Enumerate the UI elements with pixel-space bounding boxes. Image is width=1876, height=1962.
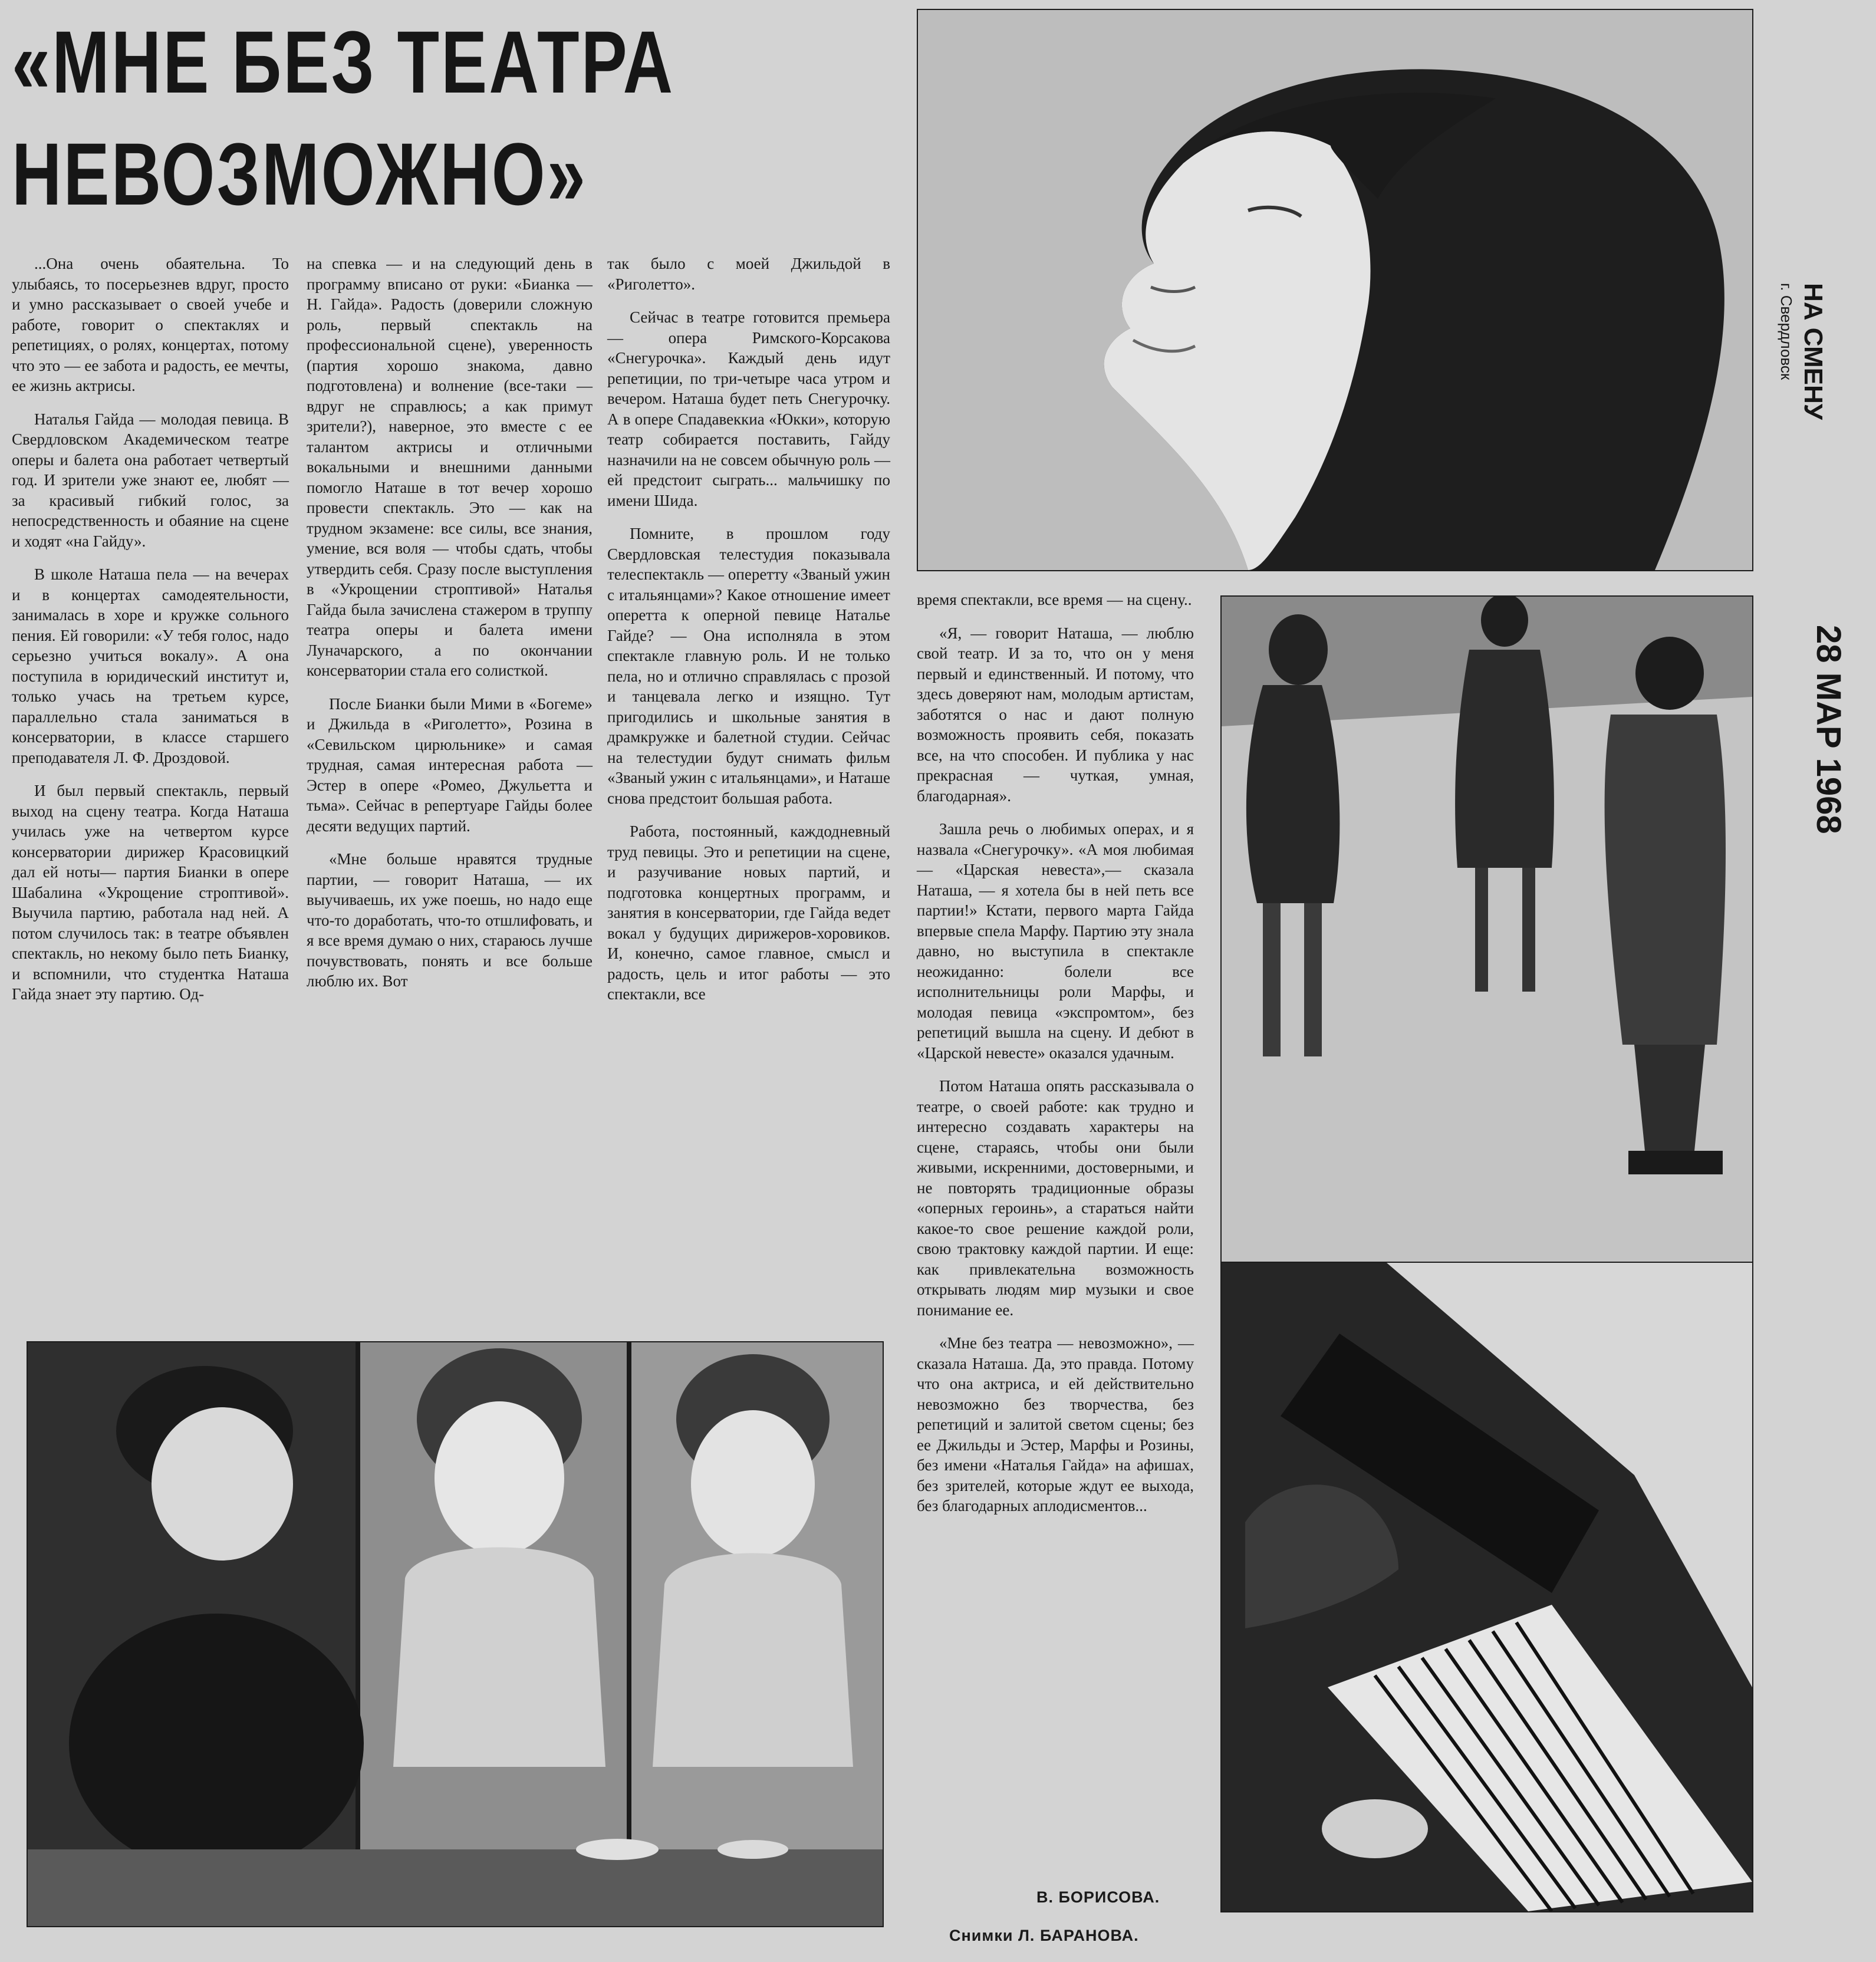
paragraph: И был первый спектакль, первый выход на сцену театра. Когда Наташа училась уже на четвертом курсе консерватории дирижер Красовицкий дал ей ноты— партия Бианки в опере Шабалина «Укрощение строптивой». Выучила партию, работала над ней. А потом случилось так: в театре объявлен спектакль, но некому было петь Бианку, и вспомнили, что студентка Наташа Гайда знает эту партию. Од- [12, 782, 289, 1003]
paragraph: Сейчас в театре готовится премьера — опера Римского-Корсакова «Снегурочка». Каждый день идут репетиции, по три-четыре часа утром и вечером. Наташа будет петь Снегурочку. А в опере Спадавеккиа «Юкки», которую театр собирается поставить, Гайду назначили на не совсем обычную роль — ей предстоит сыграть... мальчишку по имени Шида. [607, 308, 890, 509]
author-byline: В. БОРИСОВА. [1036, 1888, 1160, 1906]
paragraph: Работа, постоянный, каждодневный труд певицы. Это и репетиции на сцене, и разучивание новых партий, и подготовка концертных программ, и занятия в консерватории, где Гайда ведет вокал у будущих дирижеров-хоровиков. И, конечно, самое главное, смысл и радость, цель и итог работы — это спектакли, все [607, 822, 890, 1003]
portrait-photo-drawing [918, 10, 1752, 570]
article-column-4 [917, 590, 1194, 1529]
paragraph: Наталья Гайда — молодая певица. В Свердловском Академическом театре оперы и балета она работает четвертый год. И зрители уже знают ее, любят — за красивый гибкий голос, за непосредственность и обаяние на сцене и ходят «на Гайду». [12, 410, 289, 550]
photo-credit: Снимки Л. БАРАНОВА. [949, 1927, 1139, 1944]
portrait-photo [917, 9, 1753, 571]
paragraph: «Мне больше нравятся трудные партии, — говорит Наташа, — их выучиваешь, их уже поешь, но надо еще что-то доработать, что-то отшлифовать, и я все время думаю о них, стараюсь лучше почувствовать, понять и все больше люблю их. Вот [307, 850, 593, 990]
headline [12, 6, 702, 230]
mirror-photo [27, 1341, 884, 1927]
headline-line-1: «МНЕ БЕЗ ТЕАТРА [12, 12, 675, 111]
newspaper-name: НА СМЕНУ [1799, 283, 1828, 420]
paragraph: на спевка — и на следующий день в программу вписано от руки: «Бианка — Н. Гайда». Радость (доверили сложную роль, первый спектакль на профессиональной сцене), уверенность (партия хорошо знакома, давно подготовлена) и волнение (все-таки — вдруг не справлюсь; а как примут зрители?), наверное, это вместе с ее талантом актрисы и отличными вокальными и внешними данными помогло Наташе в тот вечер хорошо провести спектакль. Это — как на трудном экзамене: все силы, все знания, умение, вся воля — чтобы сдать, чтобы утвердить себя. Сразу после выступления в «Укрощении строптивой» Наталья Гайда была зачислена стажером в труппу театра оперы и балета имени Луначарского, а по окончании консерватории стала его солисткой. [307, 255, 593, 679]
paragraph: Зашла речь о любимых операх, и я назвала «Снегурочку». «А моя любимая — «Царская невеста»,— сказала Наташа, — я хотела бы в ней петь все партии!» Кстати, первого марта Гайда впервые спела Марфу. Партию эту знала давно, но выступила в спектакле неожиданно: болели все исполнительницы роли Марфы, и молодая певица «экспромтом», без репетиций вышла на сцену. И дебют в «Царской невесте» оказался удачным. [917, 820, 1194, 1062]
headline-line-2: НЕВОЗМОЖНО» [12, 124, 587, 223]
article-column-3 [607, 254, 890, 1018]
piano-photo [1220, 1262, 1753, 1912]
paragraph: «Мне без театра — невозможно», — сказала Наташа. Да, это правда. Потому что она актриса, и ей действительно невозможно без творчества, без репетиций и залитой светом сцены; без ее Джильды и Эстер, Марфы и Розины, без имени «Наталья Гайда» на афишах, без зрителей, которые ждут ее выхода, без благодарных аплодисментов... [917, 1334, 1194, 1515]
paragraph: «Я, — говорит Наташа, — люблю свой театр. И за то, что он у меня первый и единственный. И потому, что здесь доверяют нам, молодым артистам, заботятся о нас и дают полную возможность проявить себя, показать все, на что способен. И публика у нас прекрасная — чуткая, умная, благодарная». [917, 624, 1194, 805]
rehearsal-photo [1220, 595, 1753, 1264]
paragraph: ...Она очень обаятельна. То улыбаясь, то посерьезнев вдруг, просто и умно рассказывает о своей учебе и работе, говорит о спектаклях и репетициях, о ролях, концертах, потому что это — ее забота и радость, ее мечты, ее жизнь актрисы. [12, 255, 289, 394]
rehearsal-photo-drawing [1222, 597, 1752, 1263]
paragraph: Помните, в прошлом году Свердловская телестудия показывала телеспектакль — оперетту «Званый ужин с итальянцами»? Какое отношение имеет оперетта к оперной певице Наталье Гайде? — Она исполняла в этом спектакле главную роль. И не только пела, но и отлично справлялась с прозой и танцевала легко и изящно. Тут пригодились и школьные занятия в драмкружке и балетной студии. Сейчас на телестудии будут снимать фильм «Званый ужин с итальянцами», и Наташе снова предстоит большая работа. [607, 525, 890, 807]
paragraph: Потом Наташа опять рассказывала о театре, о своей работе: как трудно и интересно создавать характеры на сцене, стараясь, чтобы они были живыми, искренними, достоверными, и не повторять традиционные образы «оперных героинь», а стараться найти какое-то свое решение каждой роли, свою трактовку каждой партии. И еще: как привлекательна возможность открывать людям мир музыки и свое понимание ее. [917, 1077, 1194, 1319]
paragraph: так было с моей Джильдой в «Риголетто». [607, 255, 890, 293]
paragraph: время спектакли, все время — на сцену.. [917, 591, 1192, 608]
paragraph: После Бианки были Мими в «Богеме» и Джильда в «Риголетто», Розина в «Севильском цирюльнике» и самая трудная, самая интересная работа — Эстер в опере «Ромео, Джульетта и тьма». Сейчас в репертуаре Гайды более десяти ведущих партий. [307, 694, 593, 835]
mirror-photo-drawing [28, 1342, 883, 1926]
paragraph: В школе Наташа пела — на вечерах и в концертах самодеятельности, занималась в хоре и кружке сольного пения. Ей говорили: «У тебя голос, надо серьезно учиться вокалу». А она поступила в юридический институт и, только учась на третьем курсе, параллельно стала заниматься в консерватории, в классе старшего преподавателя Л. Ф. Дроздовой. [12, 565, 289, 766]
date-stamp: 28 МАР 1968 [1809, 625, 1848, 834]
piano-photo-drawing [1222, 1263, 1752, 1911]
article-column-2 [307, 254, 593, 1005]
city-label: г. Свердловск [1778, 283, 1795, 380]
article-column-1 [12, 254, 289, 1018]
